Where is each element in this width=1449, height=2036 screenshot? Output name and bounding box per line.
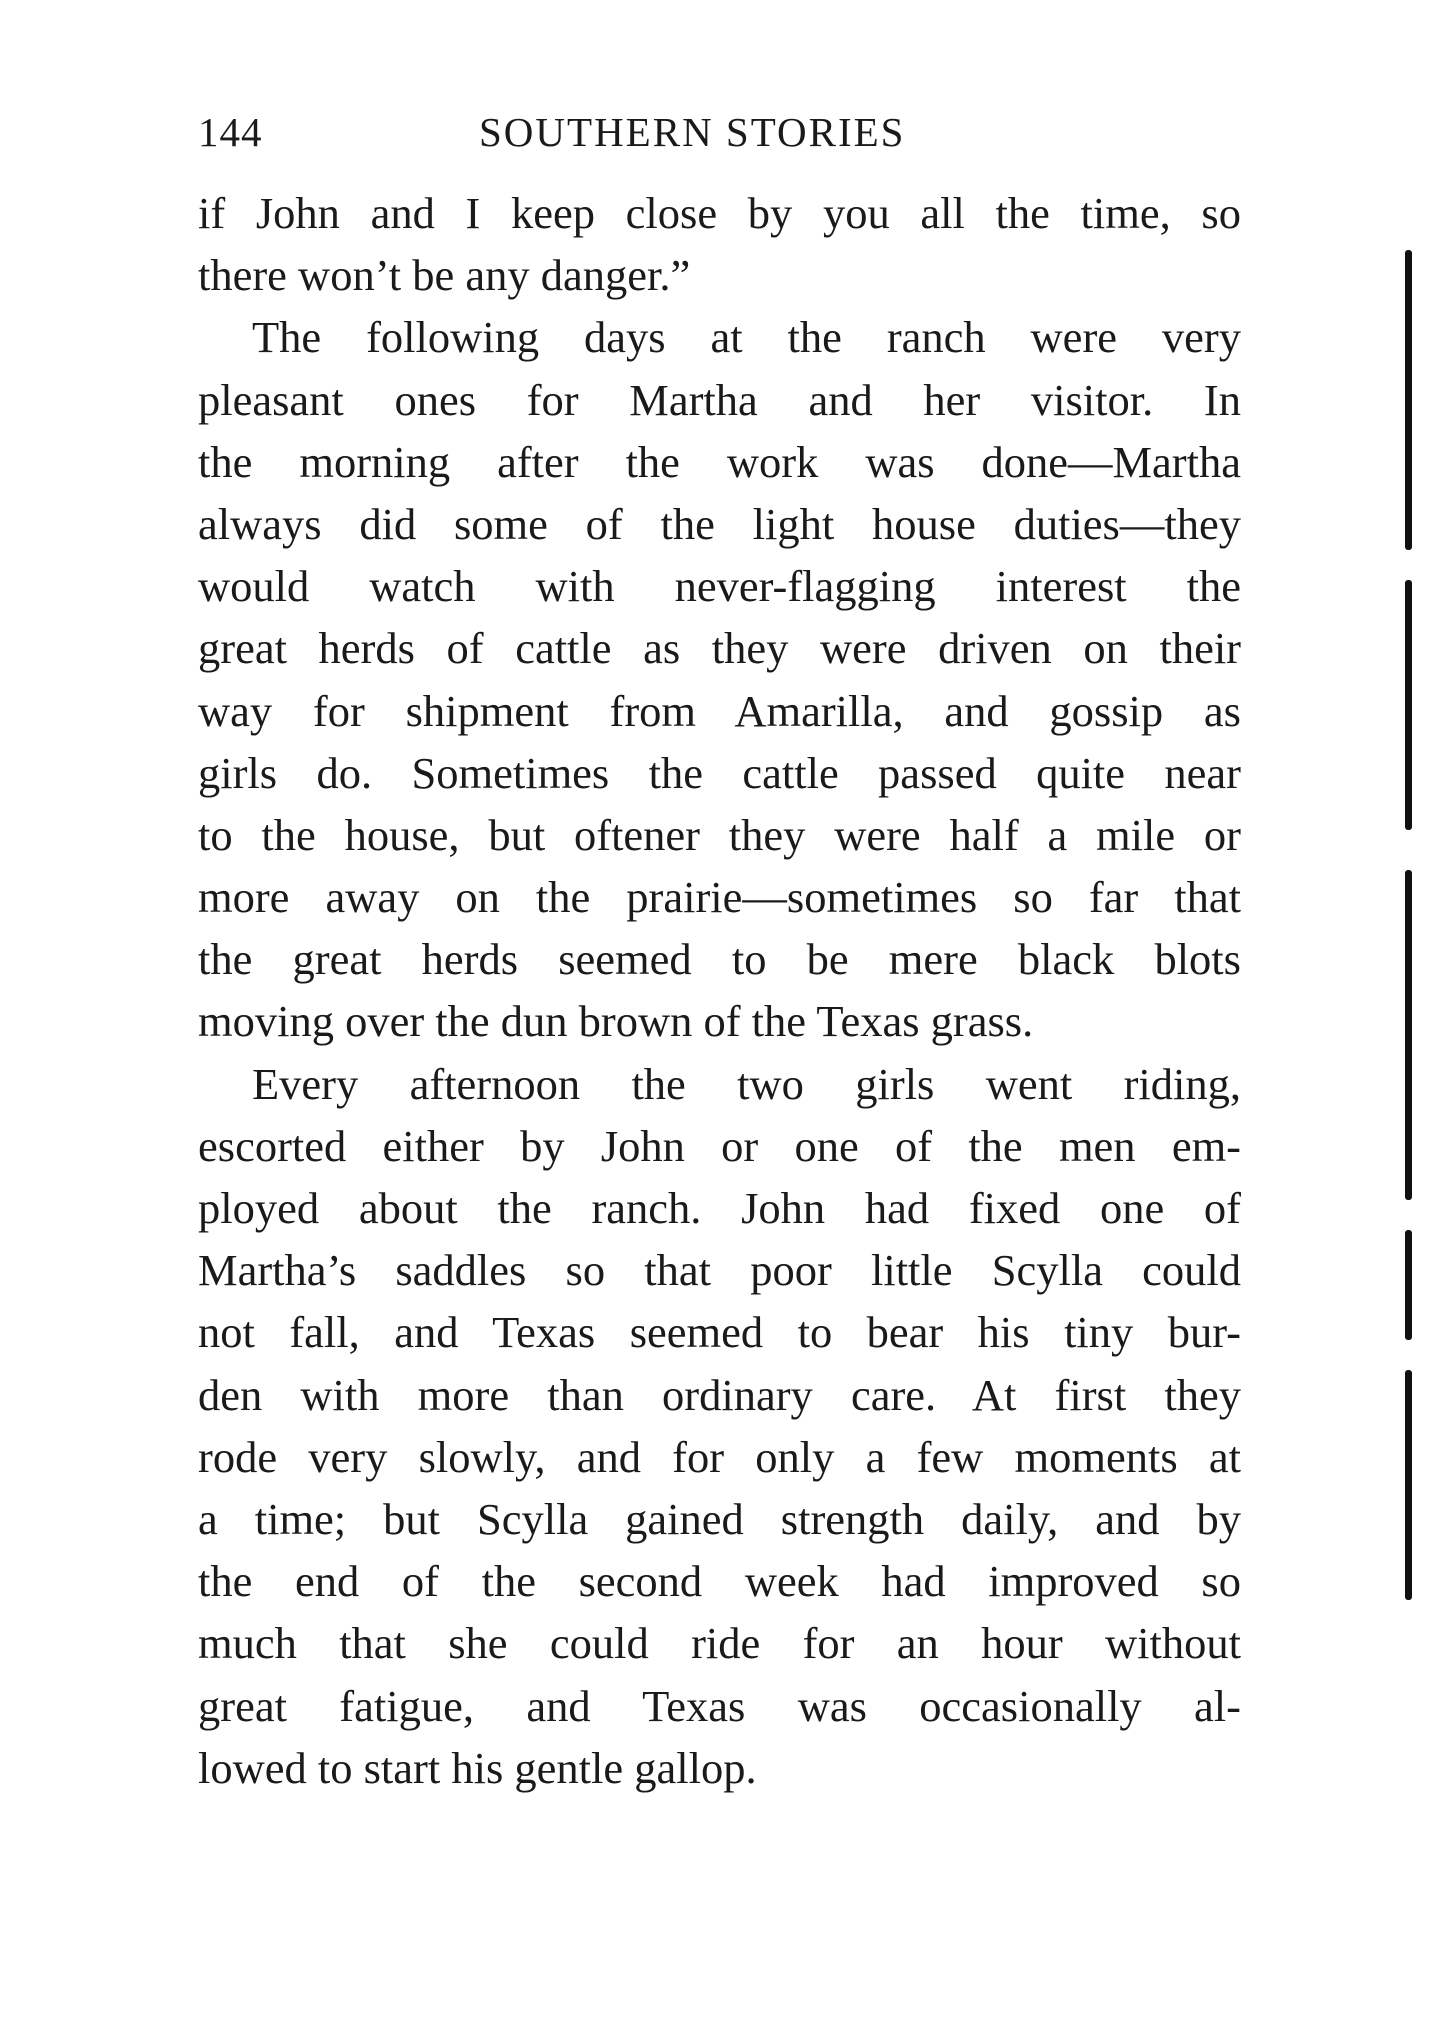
text-line: always did some of the light house duties—they [198,498,1241,549]
text-line: if John and I keep close by you all the time, so [198,188,1241,238]
text-line: the great herds seemed to be mere black blots [198,934,1241,985]
text-line: pleasant ones for Martha and her visitor. In [198,374,1241,425]
text-line: ployed about the ranch. John had fixed one of [198,1183,1241,1233]
text-line: escorted either by John or one of the men em- [198,1120,1241,1171]
text-line: much that she could ride for an hour without [198,1618,1241,1669]
text-line: moving over the dun brown of the Texas grass. [198,996,1034,1047]
binding-edge-shadow [1405,250,1412,1650]
text-line: a time; but Scylla gained strength daily, and by [198,1493,1241,1544]
text-line: Every afternoon the two girls went riding, [252,1058,1241,1109]
page-header [198,108,1241,168]
body-text [198,182,1241,1799]
text-line: den with more than ordinary care. At first they [198,1369,1241,1420]
text-line: lowed to start his gentle gallop. [198,1742,757,1793]
text-line: not fall, and Texas seemed to bear his tiny bur- [198,1307,1241,1358]
text-line: the morning after the work was done—Martha [198,436,1241,487]
text-line: would watch with never-flagging interest the [198,561,1241,612]
text-line: great herds of cattle as they were driven on their [198,623,1241,674]
text-line: more away on the prairie—sometimes so far that [198,872,1241,923]
text-line: to the house, but oftener they were half a mile or [198,809,1241,860]
running-title: SOUTHERN STORIES [479,109,906,155]
text-line: there won’t be any danger.” [198,250,691,301]
text-line: Martha’s saddles so that poor little Scylla could [198,1245,1241,1296]
text-line: great fatigue, and Texas was occasionally al- [198,1680,1241,1731]
text-line: way for shipment from Amarilla, and gossip as [198,685,1241,736]
text-line: The following days at the ranch were very [252,312,1241,363]
text-line: the end of the second week had improved so [198,1556,1241,1607]
text-line: girls do. Sometimes the cattle passed quite near [198,747,1241,798]
page-number: 144 [198,109,263,155]
text-line: rode very slowly, and for only a few moments at [198,1431,1241,1482]
